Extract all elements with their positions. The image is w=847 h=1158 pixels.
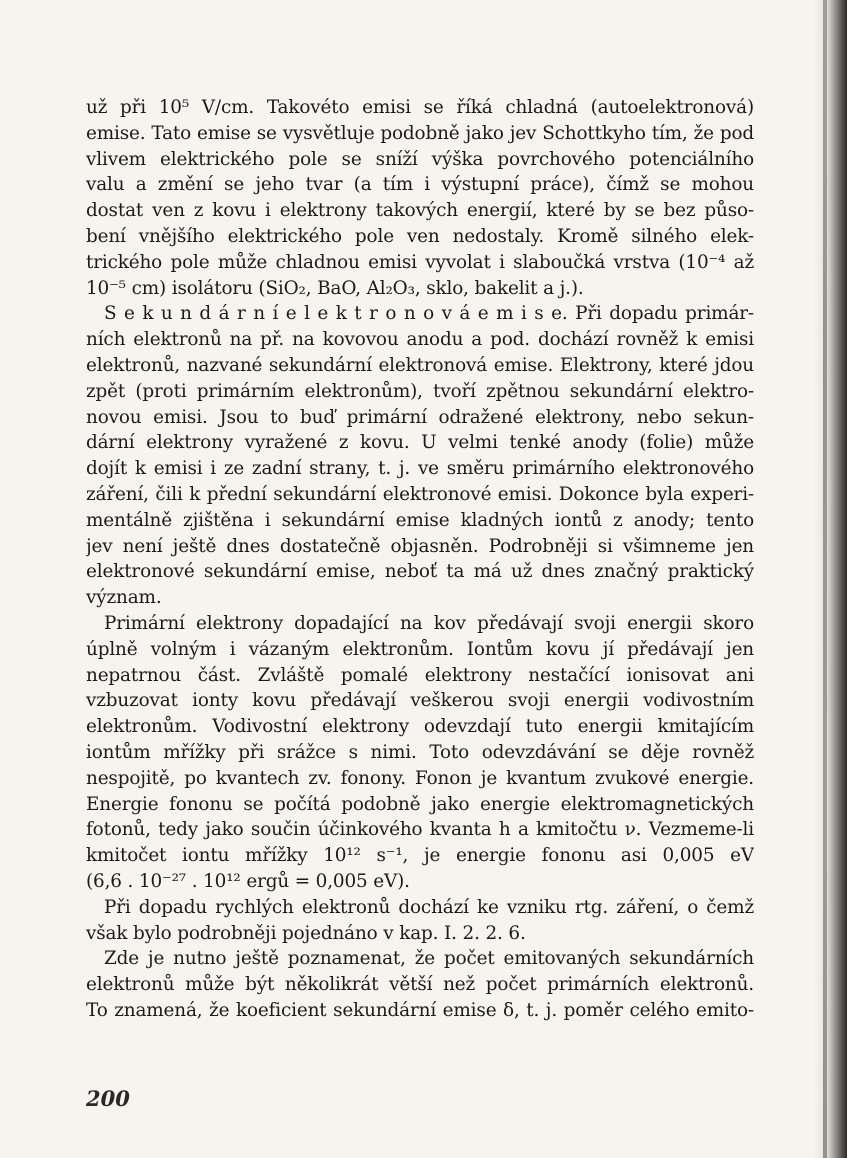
text-line: vzbuzovat ionty kovu předávají veškerou svoji energii vodivostním (86, 690, 754, 712)
text-line: vlivem elektrického pole se sníží výška povrchového potenciálního (86, 148, 754, 170)
text-line: Energie fononu se počítá podobně jako energie elektromagnetických (86, 793, 754, 815)
text-line: elektronům. Vodivostní elektrony odevzdají tuto energii kmitajícím (86, 716, 754, 738)
text-line: ních elektronů na př. na kovovou anodu a pod. dochází rovněž k emisi (86, 329, 754, 351)
text-line: iontům mřížky při srážce s nimi. Toto odevzdávání se děje rovněž (86, 741, 754, 763)
text-line: už při 10⁵ V/cm. Takovéto emisi se říká chladná (autoelektronová) (86, 97, 754, 118)
text-line: význam. (86, 587, 162, 609)
page-number: 200 (86, 1086, 130, 1111)
text-line: dojít k emisi i ze zadní strany, t. j. ve směru primárního elektronového (86, 458, 754, 480)
text-line: trického pole může chladnou emisi vyvolat i slaboučká vrstva (10⁻⁴ až (86, 251, 754, 273)
text-line: elektronové sekundární emise, neboť ta má už dnes značný praktický (86, 561, 754, 583)
text-line: Primární elektrony dopadající na kov předávají svoji energii skoro (104, 612, 754, 634)
text-line: kmitočet iontu mřížky 10¹² s⁻¹, je energie fononu asi 0,005 eV (86, 845, 754, 867)
text-line: jev není ještě dnes dostatečně objasněn. Podrobněji si všimneme jen (86, 535, 754, 557)
text-line: zpět (proti primárním elektronům), tvoří zpětnou sekundární elektro- (86, 380, 754, 402)
text-line: nepatrnou část. Zvláště pomalé elektrony nestačící ionisovat ani (86, 664, 754, 686)
text-line: fotonů, tedy jako součin účinkového kvanta h a kmitočtu ν. Vezmeme-li (86, 819, 754, 841)
text-line: dární elektrony vyražené z kovu. U velmi tenké anody (folie) může (86, 432, 754, 454)
text-line: novou emisi. Jsou to buď primární odražené elektrony, nebo sekun- (86, 406, 754, 428)
text-line: valu a změní se jeho tvar (a tím i výstupní práce), čímž se mohou (86, 174, 754, 196)
body-text (86, 95, 754, 1024)
text-line: Zde je nutno ještě poznamenat, že počet emitovaných sekundárních (104, 948, 754, 970)
text-line: elektronů, nazvané sekundární elektronová emise. Elektrony, které jdou (86, 354, 754, 376)
text-line: mentálně zjištěna i sekundární emise kladných iontů z anody; tento (86, 509, 754, 531)
text-line: však bylo podrobněji pojednáno v kap. I. 2. 2. 6. (86, 922, 526, 944)
page-gutter-shadow (813, 0, 847, 1158)
text-line: (6,6 . 10⁻²⁷ . 10¹² ergů = 0,005 eV). (86, 870, 410, 892)
text-line: záření, čili k přední sekundární elektronové emisi. Dokonce byla experi- (86, 483, 754, 505)
text-line: elektronů může být několikrát větší než počet primárních elektronů. (86, 974, 754, 996)
text-line: nespojitě, po kvantech zv. fonony. Fonon je kvantum zvukové energie. (86, 767, 754, 789)
text-line: To znamená, že koeficient sekundární emise δ, t. j. poměr celého emito- (86, 999, 754, 1021)
section-heading-line: S e k u n d á r n í e l e k t r o n o v á e m i s e. Při dopadu primár- (104, 303, 754, 325)
text-line: dostat ven z kovu i elektrony takových energií, které by se bez půso- (86, 200, 754, 222)
text-line: úplně volným i vázaným elektronům. Iontům kovu jí předávají jen (86, 638, 754, 660)
text-line: Při dopadu rychlých elektronů dochází ke vzniku rtg. záření, o čemž (104, 896, 754, 918)
text-line: bení vnějšího elektrického pole ven nedostaly. Kromě silného elek- (86, 225, 754, 247)
text-line: emise. Tato emise se vysvětluje podobně jako jev Schottkyho tím, že pod (86, 122, 754, 144)
text-line: 10⁻⁵ cm) isolátoru (SiO₂, BaO, Al₂O₃, sklo, bakelit a j.). (86, 277, 584, 299)
